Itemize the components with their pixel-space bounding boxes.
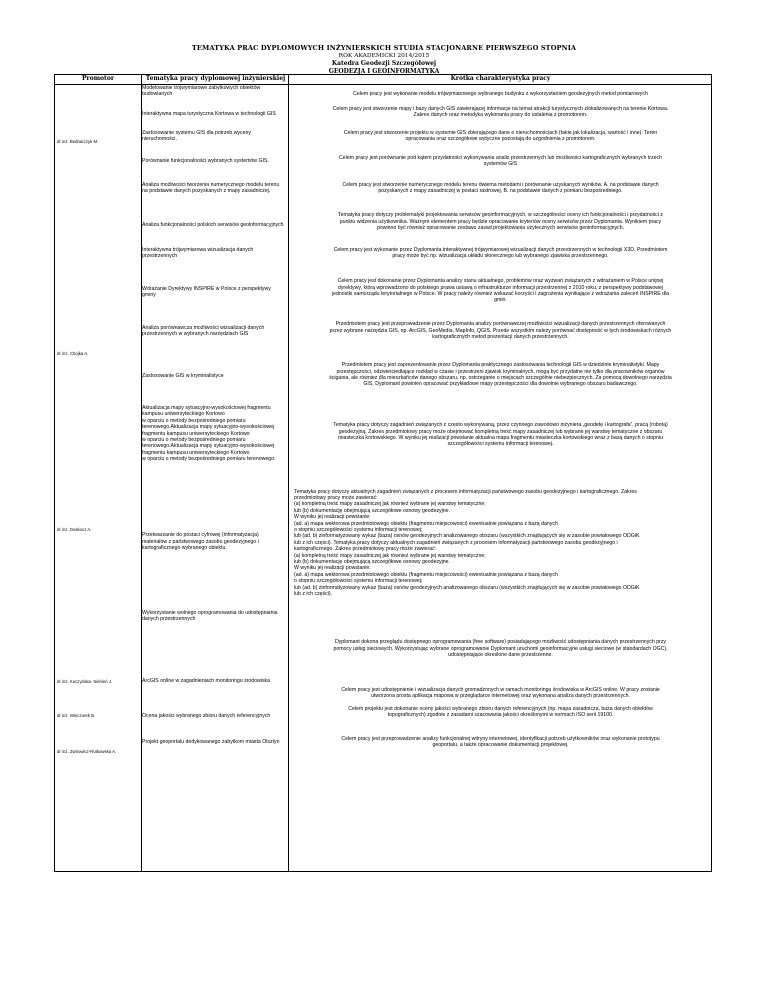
promotor-name: dr inż. Kuczyńska- Siehień J. xyxy=(57,678,113,684)
promotor-cell xyxy=(57,348,139,360)
field-of-study: GEODEZJA I GEOINFORMATYKA xyxy=(328,67,440,75)
department-name: Katedra Geodezji Szczegółowej xyxy=(331,60,437,67)
description-text: Celem pracy jest wykonanie modelu trójwymiarowego wybranego budynku z wykorzystaniem geodezyjnych metod pomiarowych xyxy=(353,91,648,98)
description-cell xyxy=(289,316,712,346)
table-border-bottom xyxy=(54,871,712,872)
description-text: Celem projektu jest dokonanie oceny jakości wybranego zbioru danych referencyjnych (np. mapa zasadnicza, baza danych obiektów topograficznych) zgodnie z zasadami szacowania jakości określonymi w normach ISO serii 19100. xyxy=(348,705,653,718)
topic-cell xyxy=(141,528,288,556)
document-title: TEMATYKA PRAC DYPLOMOWYCH INŻYNIERSKICH STUDIA STACJONARNE PIERWSZEGO STOPNIA xyxy=(191,44,577,52)
topic-cell xyxy=(141,151,288,171)
table-border-left xyxy=(54,74,55,872)
topic-cell xyxy=(141,710,288,722)
topic-text: Analiza możliwości tworzenia numerycznego modelu terenu na podstawie danych pozyskanych z mapy zasadniczej. xyxy=(142,181,280,194)
description-cell xyxy=(289,637,712,661)
description-cell xyxy=(289,126,712,146)
description-cell xyxy=(289,683,712,703)
promotor-name: dr inż. Zwirowicz-Rutkowska A. xyxy=(57,748,117,754)
description-cell xyxy=(289,272,712,310)
description-text: Przedmiotem pracy jest przeprowadzenie przez Dyplomanta analizy porównawczej możliwości wizualizacji danych przestrzennych oferowanych przez wybrane narzędzia GIS, np. ArcGIS, GeoMedia, MapInfo, QGIS. Przede wszystkim należy porównać dostępność w tych środowiskach różnych kartograficznych metod prezentacji danych przestrzennych. xyxy=(329,321,672,341)
description-text: Celem pracy jest stworzenie projektu w systemie GIS zbierającego dane o nieruchomościach (takie jak lokalizacja, wartość i inne). Teren opracowania oraz szczegółowe wytyczne pozostają do uzgodnienia z promotorem. xyxy=(343,129,658,142)
promotor-name: dr inż. Bednarczyk M. xyxy=(57,138,99,144)
description-cell xyxy=(289,355,712,395)
topic-cell xyxy=(141,210,288,240)
topic-cell xyxy=(141,126,288,146)
topic-text: Przetwarzanie do postaci cyfrowej (informatyzacja) materiałów z państwowego zasobu geodezyjnego i kartograficznego wybranego obiektu. xyxy=(142,532,259,552)
topic-cell xyxy=(141,678,288,690)
topic-cell xyxy=(141,366,288,386)
description-text: Tematyka pracy dotyczy aktualnych zagadnień związanych z procesem informatyzacji państwowego zasobu geodezyjnego i kartograficznego. Zakres przedmiotowy pracy może zawierać: (a) kompletną treść mapy zasadniczej jak również wybrane jej warstwy tematyczne; lub (b) dokumentację obejmującą szczegółowe osnowy geodezyjne. W wyniku jej realizacji powstanie: (ad. a) mapa wektorowa przedmiotowego obiektu (fragmentu miejscowości) ewentualnie powiązana z bazą danych o stopniu szczegółowości systemu informacji terenowej; lub (ad. b) zinformatyzowany wykaz (baza) osnów geodezyjnych analizowanego obszaru (wszystkich znajdujących się w zasobie powiatowego ODGiK lub z ich części). Tematyka pracy dotyczy aktualnych zagadnień związanych z procesem informatyzacji państwowego zasobu geodezyjnego i kartograficznego. Zakres przedmiotowy pracy może zawierać: (a) kompletną treść mapy zasadniczej jak również wybrane jej warstwy tematyczne; lub (b) dokumentację obejmującą szczegółowe osnowy geodezyjne. W wyniku jej realizacji powstanie: (ad. a) mapa wektorowa przedmiotowego obiektu (fragmentu miejscowości) ewentualnie powiązana z bazą danych o stopniu szczegółowości systemu informacji terenowej; lub (ad. b) zinformatyzowany wykaz (baza) osnów geodezyjnych analizowanego obszaru (wszystkich znajdujących się w zasobie powiatowego ODGiK lub z ich części). xyxy=(294,488,640,598)
description-cell xyxy=(289,420,712,450)
topic-text: Zastosowanie GIS w kryminalistyce xyxy=(142,372,224,379)
description-text: Tematyka pracy dotyczy zagadnień związanych z często wykonywaną, przez czynnego zawodowo inżyniera „geodetę i kartografa”, pracą (robotą) geodezyjną. Zakres przedmiotowy pracy może obejmować kompletną treść mapy zasadniczej lub wybrane jej warstwy tematyczne z obszaru miasteczka kortowskiego. W wyniku jej realizacji powstanie aktualna mapa fragmentu miasteczka kortowskiego wraz z bazą danych o stopniu szczegółowości systemu informacji terenowej. xyxy=(333,422,668,448)
description-cell xyxy=(289,178,712,198)
description-text: Celem pracy jest udostępnienie i wizualizacja danych gromadzonych w ramach monitoringu środowiska w ArcGIS online. W pracy zostanie utworzona prosta aplikacja mapowa w przeglądarce internetowej oraz wykonana analiza danych przestrzennych. xyxy=(341,686,660,699)
academic-year: ROK AKADEMICKI 2014/2015 xyxy=(338,52,430,59)
column-header-topic: Tematyka pracy dyplomowej inżynierskiej xyxy=(145,75,286,82)
topic-cell xyxy=(141,278,288,306)
topic-cell xyxy=(141,176,288,200)
description-text: Tematyka pracy dotyczy problematyki projektowania serwisów geoinformacyjnych, w szczególności oceny ich funkcjonalności i przydatności z punktu widzenia użytkownika. Ważnym elementem pracy będzie opracowanie kryteriów oceny serwisów przez Dyplomanta. Wynikiem pracy powinno być również opracowanie zestawu zasad projektowania użytecznych serwisów geoinformacyjnych. xyxy=(338,212,663,232)
promotor-cell xyxy=(57,524,139,536)
topic-cell xyxy=(141,610,288,630)
promotor-name: dr inż. Chojka A. xyxy=(57,350,89,356)
description-cell xyxy=(289,243,712,263)
description-text: Celem pracy jest stworzenie numerycznego modelu terenu dwiema metodami i porównanie uzyskanych wyników. A. na podstawie danych pozyskanych z mapy zasadniczej w postaci rastrowej, B. na podstawie danych z pomiaru bezpośredniego. xyxy=(342,181,659,194)
topic-text: Wdrażanie Dyrektywy INSPIRE w Polsce z perspektywy gminy xyxy=(142,285,271,298)
column-header-description: Krótka charakterystyka pracy xyxy=(450,75,551,82)
topic-cell xyxy=(141,104,288,124)
description-cell xyxy=(289,473,712,613)
topic-text: Interaktywna trójwymiarowa wizualizacja danych przestrzennych xyxy=(142,246,254,259)
promotor-name: dr inż. Doskocz A. xyxy=(57,526,92,532)
description-text: Celem pracy jest przeprowadzenie analizy funkcjonalnej witryny internetowej, identyfikacji potrzeb użytkowników oraz wykonanie prototypu geoportalu, a także opracowanie dokumentacji projektowej. xyxy=(341,735,660,748)
topic-text: Modelowanie trójwymiarowe zabytkowych obiektów budowlanych xyxy=(142,85,261,98)
description-text: Celem pracy jest porównanie pod kątem przydatności wykonywania analiz przestrzennych lub możliwości kartograficznych wybranych trzech systemów GIS xyxy=(339,154,662,167)
topic-cell xyxy=(141,316,288,346)
topic-text: Aktualizacja mapy sytuacyjno-wysokościowej fragmentu kampusu uniwersyteckiego Kortowo w oparciu o metody bezpośredniego pomiaru terenowego.Aktualizacja mapy sytuacyjno-wysokościowej fragmentu kampusu uniwersyteckiego Kortowo w oparciu o metody bezpośredniego pomiaru terenowego.Aktualizacja mapy sytuacyjno-wysokościowej fragmentu kampusu uniwersyteckiego Kortowo w oparciu o metody bezpośredniego pomiaru terenowego. xyxy=(142,405,276,463)
description-text: Celem pracy jest wykonanie przez Dyplomanta interaktywnej trójwymiarowej wizualizacji danych przestrzennych w technologii X3D. Przedmiotem pracy może być np. wizualizacja układu słonecznego lub wybranego zjawiska przestrzennego. xyxy=(333,246,668,259)
description-cell xyxy=(289,151,712,171)
promotor-cell xyxy=(57,676,139,688)
topic-text: Porównanie funkcjonalności wybranych systemów GIS. xyxy=(142,157,269,164)
topic-text: Wykorzystanie wolnego oprogramowania do udostępniania danych przestrzennych xyxy=(142,610,278,623)
description-text: Dyplomant dokona przeglądu dostępnego oprogramowania (free software) posiadającego możliwość udostępniania danych przestrzennych przy pomocy usług sieciowych. Wykorzystując wybrane oprogramowanie Dyplomant uruchomi geoinformacyjne usługi sieciowe (w standardach OGC), udostępniające określone dane przestrzenne. xyxy=(333,639,668,659)
topic-cell xyxy=(141,242,288,264)
topic-text: Interaktywna mapa turystyczna Kortowa w technologii GIS xyxy=(142,110,276,117)
description-text: Przedmiotem pracy jest zaprezentowanie przez Dyplomanta praktycznego zastosowania technologii GIS w dziedzinie kryminalistyki. Mapy przestępczości, odzwierciedlające rozkład w czasie i przestrzeni zjawisk kryminalnych, mogą być przydatne nie tylko dla pracowników organów ścigania, ale również dla mieszkańców danego obszaru, np. ostrzeganie o miejscach szczególnie niebezpiecznych. Za pomocą dowolnego narzędzia GIS, Dyplomant powinien opracować przykładowe mapy przestępczości dla dowolnie wybranego obszaru badawczego. xyxy=(329,362,672,388)
promotor-cell xyxy=(57,136,139,148)
promotor-name: dr inż. Wieczorek B. xyxy=(57,712,96,718)
topic-text: Analiza porównawcza możliwości wizualizacji danych przestrzennych w wybranych narzędziach GIS xyxy=(142,324,265,337)
topic-cell xyxy=(141,736,288,748)
topic-text: Projekt geoportalu dedykowanego zabytkom miasta Olsztyn xyxy=(142,738,280,745)
description-cell xyxy=(289,207,712,237)
promotor-cell xyxy=(57,746,139,758)
description-text: Celem pracy jest stworzenie mapy i bazy danych GIS zawierającej informacje na temat atrakcji turystycznych zlokalizowanych na terenie Kortowa. Zakres danych oraz metodyka wykonania pracy do ustalenia z promotorem. xyxy=(332,105,669,118)
topic-text: Analiza funkcjonalności polskich serwisów geoinformacyjnych xyxy=(142,221,284,228)
column-header-promotor: Promotor xyxy=(82,75,114,82)
description-text: Celem pracy jest dokonanie przez Dyplomanta analizy stanu aktualnego, problemów oraz wyzwań związanych z wdrażaniem w Polsce unijnej dyrektywy, którą wprowadzono do polskiego prawa ustawą o infrastrukturze informacji przestrzennej z 2010 roku, z perspektywy podstawowej jednostki samorządu terytorialnego w Polsce. W pracy należy również wskazać korzyści i zagrożenia wynikające z wdrażania zaleceń INSPIRE dla gmin. xyxy=(331,278,670,304)
topic-cell xyxy=(141,405,288,465)
topic-text: Zastosowanie systemu GIS dla potrzeb wyceny nieruchomości. xyxy=(142,129,251,142)
description-cell xyxy=(289,102,712,122)
topic-text: ArcGIS online w zagadnieniach monitoringu środowiska xyxy=(142,678,271,684)
topic-cell xyxy=(141,85,288,100)
promotor-cell xyxy=(57,710,139,722)
topic-text: Ocena jakości wybranego zbioru danych referencyjnych xyxy=(142,712,271,719)
description-cell xyxy=(289,732,712,752)
description-cell xyxy=(289,702,712,722)
